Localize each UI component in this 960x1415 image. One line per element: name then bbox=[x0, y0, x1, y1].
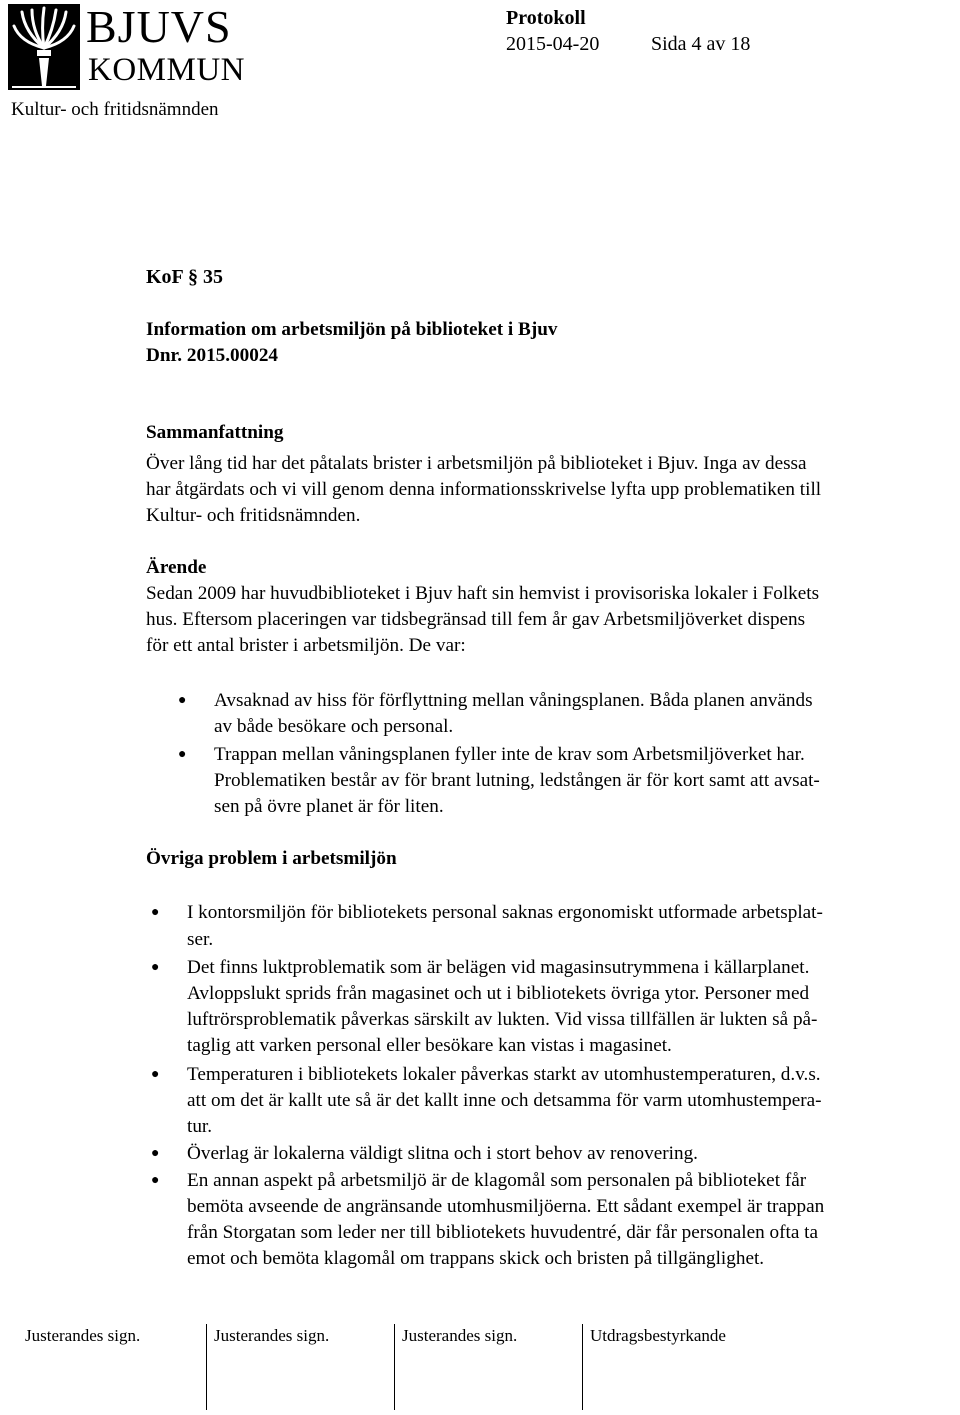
summary-heading: Sammanfattning bbox=[146, 422, 284, 443]
certification-label: Utdragsbestyrkande bbox=[590, 1326, 726, 1345]
bullet-icon: ● bbox=[151, 960, 160, 975]
other-problems-heading: Övriga problem i arbetsmiljön bbox=[146, 848, 397, 869]
signature-divider bbox=[394, 1324, 395, 1410]
summary-line: Kultur- och fritidsnämnden. bbox=[146, 505, 361, 526]
list-item-line: från Storgatan som leder ner till bibliotekets huvudentré, där får personalen ofta ta bbox=[187, 1222, 819, 1243]
bullet-icon: ● bbox=[151, 1173, 160, 1188]
bullet-icon: ● bbox=[151, 1067, 160, 1082]
list-item-line: Problematiken består av för brant lutning, ledstången är för kort samt att avsat- bbox=[214, 770, 820, 791]
paragraph-number: KoF § 35 bbox=[146, 266, 224, 288]
list-item-line: En annan aspekt på arbetsmiljö är de klagomål som personalen på biblioteket får bbox=[187, 1170, 807, 1191]
signature-label: Justerandes sign. bbox=[25, 1326, 141, 1345]
signature-label: Justerandes sign. bbox=[402, 1326, 518, 1345]
signature-divider bbox=[206, 1324, 207, 1410]
bullet-icon: ● bbox=[178, 747, 187, 762]
list-item-line: Det finns luktproblematik som är belägen vid magasinsutrymmena i källarplanet. bbox=[187, 957, 810, 978]
bullet-icon: ● bbox=[151, 1146, 160, 1161]
meeting-date: 2015-04-20 bbox=[506, 33, 600, 55]
list-item-line: emot och bemöta klagomål om trappans skick och bristen på tillgänglighet. bbox=[187, 1248, 765, 1269]
list-item-line: bemöta avseende de angränsande utomhusmiljöerna. Ett sådant exempel är trappan bbox=[187, 1196, 825, 1217]
matter-line: för ett antal brister i arbetsmiljön. De var: bbox=[146, 635, 466, 656]
signature-divider bbox=[582, 1324, 583, 1410]
summary-line: har åtgärdats och vi vill genom denna informationsskrivelse lyfta upp problematiken till bbox=[146, 479, 822, 500]
summary-line: Över lång tid har det påtalats brister i arbetsmiljön på biblioteket i Bjuv. Inga av dessa bbox=[146, 453, 807, 474]
list-item-line: Avsaknad av hiss för förflyttning mellan våningsplanen. Båda planen används bbox=[214, 690, 813, 711]
bullet-icon: ● bbox=[178, 693, 187, 708]
matter-line: Sedan 2009 har huvudbiblioteket i Bjuv haft sin hemvist i provisoriska lokaler i Folkets bbox=[146, 583, 820, 604]
logo-wordmark: BJUVS bbox=[86, 1, 232, 52]
list-item-line: Överlag är lokalerna väldigt slitna och i stort behov av renovering. bbox=[187, 1143, 698, 1164]
logo-subtitle: KOMMUN bbox=[88, 52, 246, 88]
list-item-line: I kontorsmiljön för bibliotekets personal saknas ergonomiskt utformade arbetsplat- bbox=[187, 902, 823, 923]
list-item-line: taglig att varken personal eller besökare kan vistas i magasinet. bbox=[187, 1035, 672, 1056]
matter-heading: Ärende bbox=[146, 557, 207, 578]
list-item-line: tur. bbox=[187, 1116, 213, 1137]
bullet-icon: ● bbox=[151, 905, 160, 920]
document-type: Protokoll bbox=[506, 7, 586, 29]
page-number: Sida 4 av 18 bbox=[651, 33, 751, 55]
list-item-line: av både besökare och personal. bbox=[214, 716, 454, 737]
list-item-line: luftrörsproblematik påverkas särskilt av lukten. Vid vissa tillfällen är lukten så på- bbox=[187, 1009, 818, 1030]
case-dnr: Dnr. 2015.00024 bbox=[146, 345, 279, 366]
list-item-line: Trappan mellan våningsplanen fyller inte de krav som Arbetsmiljöverket har. bbox=[214, 744, 805, 765]
list-item-line: ser. bbox=[187, 929, 214, 950]
torch-icon bbox=[8, 4, 80, 90]
list-item-line: sen på övre planet är för liten. bbox=[214, 796, 444, 817]
board-name: Kultur- och fritidsnämnden bbox=[11, 99, 219, 120]
matter-line: hus. Eftersom placeringen var tidsbegränsad till fem år gav Arbetsmiljöverket dispens bbox=[146, 609, 806, 630]
list-item-line: Avloppslukt sprids från magasinet och ut i bibliotekets övriga ytor. Personer med bbox=[187, 983, 810, 1004]
municipality-logo bbox=[8, 1, 248, 90]
list-item-line: att om det är kallt ute så är det kallt inne och detsamma för varm utomhustempera- bbox=[187, 1090, 822, 1111]
case-title: Information om arbetsmiljön på biblioteket i Bjuv bbox=[146, 319, 558, 340]
signature-label: Justerandes sign. bbox=[214, 1326, 330, 1345]
list-item-line: Temperaturen i bibliotekets lokaler påverkas starkt av utomhustemperaturen, d.v.s. bbox=[187, 1064, 821, 1085]
